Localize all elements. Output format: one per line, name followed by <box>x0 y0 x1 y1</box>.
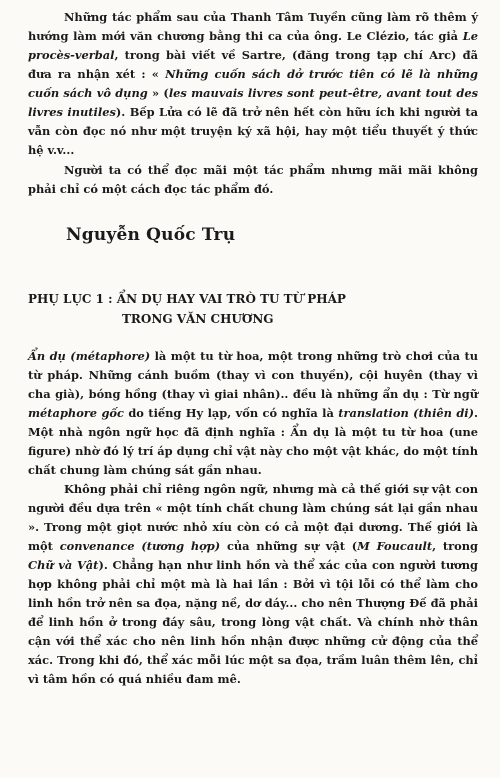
paragraph-metaphore <box>28 347 478 480</box>
term: translation (thiên di) <box>338 406 475 420</box>
appendix-heading-line2: TRONG VĂN CHƯƠNG <box>122 312 274 326</box>
text-run: , trong <box>432 539 478 553</box>
book-title: Le procès-verbal <box>28 29 478 62</box>
text-run: Không phải chỉ riêng ngôn ngữ, nhưng mà cả thế giới sự vật con người đều dựa trên « một tính chất chung làm chúng sát lại gần nhau ». Trong một giọt nước nhỏ xíu còn có cả một đại dương. Thế giới là một <box>28 482 478 553</box>
appendix-heading-line1: PHỤ LỤC 1 : ẨN DỤ HAY VAI TRÒ TU TỪ PHÁP <box>28 292 346 306</box>
term: convenance (tương hợp) <box>59 539 221 553</box>
text-run: do tiếng Hy lạp, vốn có nghĩa là <box>123 406 339 420</box>
paragraph-convenance <box>28 480 478 689</box>
quote-french: les mauvais livres sont peut-être, avant tout des livres inutiles <box>28 86 478 119</box>
author-reference: M Foucault <box>357 539 433 553</box>
paragraph-intro <box>28 8 478 160</box>
book-title: Chữ và Vật <box>28 558 99 572</box>
text-run: . Một nhà ngôn ngữ học đã định nghĩa : Ẩn dụ là một tu từ hoa (une figure) nhờ đó lý trí áp dụng chỉ vật này cho một vật khác, do một tính chất chung làm chúng sát gần nhau. <box>28 406 478 477</box>
author-signature: Nguyễn Quốc Trụ <box>66 225 236 245</box>
text-run: Những tác phẩm sau của Thanh Tâm Tuyền cũng làm rõ thêm ý hướng làm mới văn chương bằng thi ca của ông. Le Clézio, tác giả <box>28 10 478 43</box>
term: Ẩn dụ (métaphore) <box>28 349 151 363</box>
paragraph-conclusion: Người ta có thể đọc mãi một tác phẩm nhưng mãi mãi không phải chỉ có một cách đọc tác phẩm đó. <box>28 163 478 196</box>
text-run: , trong bài viết về Sartre, (đăng trong tạp chí Arc) đã đưa ra nhận xét : « <box>28 48 478 81</box>
text-run: ). Bếp Lửa có lẽ đã trở nên hết còn hữu ích khi người ta vẫn còn đọc nó như một truyện ký xã hội, hay một tiểu thuyết ý thức hệ v.v... <box>28 105 478 157</box>
text-run: là một tu từ hoa, một trong những trò chơi của tu từ pháp. Những cánh buồm (thay vì con thuyền), cội huyên (thay vì cha già), bóng hồng (thay vì giai nhân).. đều là những ẩn dụ : Từ ngữ <box>28 349 478 401</box>
text-run: của những sự vật ( <box>220 539 358 553</box>
text-run: » ( <box>147 86 169 100</box>
quote-vietnamese: Những cuốn sách dở trước tiên có lẽ là những cuốn sách vô dụng <box>28 67 478 100</box>
appendix-heading <box>28 289 478 329</box>
text-run: ). Chẳng hạn như linh hồn và thể xác của con người tương hợp không phải chỉ một mà là hai lần : Bởi vì tội lỗi có thể làm cho linh hồn trở nên sa đọa, nặng nề, dơ dáy... cho nên Thượng Đế đã phải để linh hồn ở trong đáy sâu, trong lòng vật chất. Và chính nhờ thân cận với thể xác cho nên linh hồn nhận được những cử động của thể xác. Trong khi đó, thể xác mỗi lúc một sa đọa, trầm luân thêm lên, chỉ vì tâm hồn có quá nhiều đam mê. <box>28 558 478 686</box>
term: métaphore gốc <box>28 406 124 420</box>
